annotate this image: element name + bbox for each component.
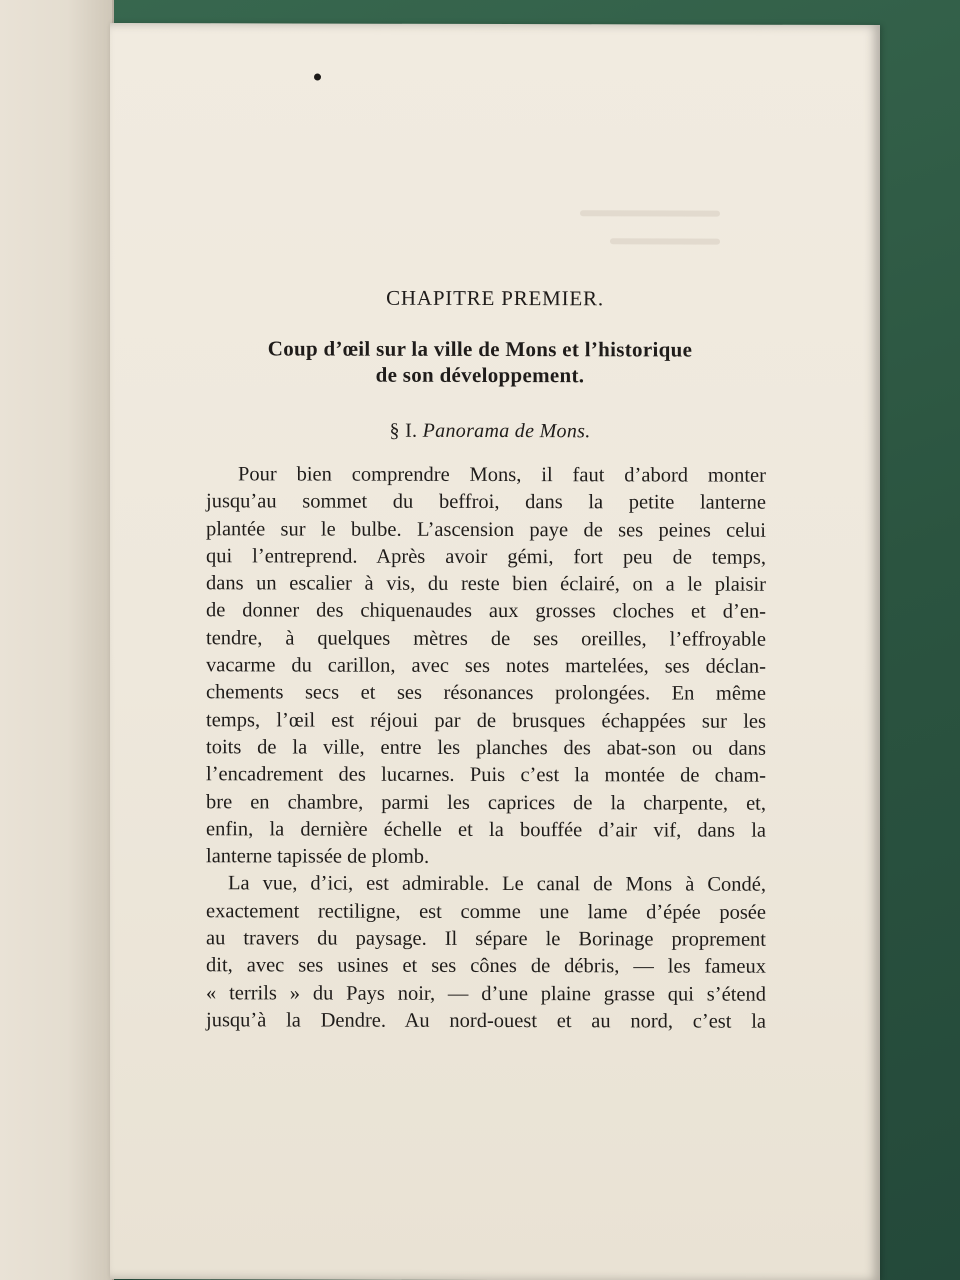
facing-page-edge (0, 0, 114, 1280)
text-line: chements secs et ses résonances prolongées. En même (206, 681, 766, 706)
text-line: temps, l’œil est réjoui par de brusques échappées sur les (206, 708, 766, 733)
text-line: exactement rectiligne, est comme une lame d’épée posée (206, 899, 766, 924)
chapter-subtitle (200, 335, 760, 388)
book-page (110, 23, 880, 1280)
text-line: au travers du paysage. Il sépare le Borinage proprement (206, 927, 766, 951)
text-line: jusqu’à la Dendre. Au nord-ouest et au nord, c’est la (206, 1009, 766, 1033)
text-line: enfin, la dernière échelle et la bouffée d’air vif, dans la (206, 818, 766, 842)
text-line: Pour bien comprendre Mons, il faut d’abord monter (238, 463, 766, 487)
text-line: lanterne tapissée de plomb. (206, 845, 430, 868)
text-line: plantée sur le bulbe. L’ascension paye de ses peines celui (206, 517, 766, 542)
text-line: dans un escalier à vis, du reste bien éclairé, on a le plaisir (206, 572, 766, 596)
text-line: qui l’entreprend. Après avoir gémi, fort peu de temps, (206, 545, 766, 569)
text-line: tendre, à quelques mètres de ses oreilles, l’effroyable (206, 627, 766, 651)
subtitle-line: de son développement. (375, 362, 585, 388)
section-heading (110, 419, 870, 444)
subtitle-line: Coup d’œil sur la ville de Mons et l’historique (267, 336, 693, 362)
body-text (206, 461, 766, 1036)
ink-speck (314, 74, 321, 81)
text-line: La vue, d’ici, est admirable. Le canal de Mons à Condé, (228, 872, 766, 897)
section-number: § I. (389, 419, 418, 442)
show-through-mark (610, 238, 720, 244)
text-line: jusqu’au sommet du beffroi, dans la petite lanterne (206, 490, 766, 515)
text-line: l’encadrement des lucarnes. Puis c’est la montée de cham- (206, 763, 766, 787)
show-through-mark (580, 210, 720, 216)
section-title: Panorama de Mons. (422, 419, 591, 443)
text-line: dit, avec ses usines et ses cônes de débris, — les fameux (206, 954, 766, 979)
chapter-title: CHAPITRE PREMIER. (386, 285, 604, 311)
text-line: de donner des chiquenaudes aux grosses cloches et d’en- (206, 599, 766, 624)
text-line: vacarme du carillon, avec ses notes martelées, ses déclan- (206, 654, 766, 678)
text-line: « terrils » du Pays noir, — d’une plaine grasse qui s’étend (206, 981, 766, 1006)
text-line: toits de la ville, entre les planches des abat-son ou dans (206, 736, 766, 760)
text-line: bre en chambre, parmi les caprices de la charpente, et, (206, 790, 766, 815)
